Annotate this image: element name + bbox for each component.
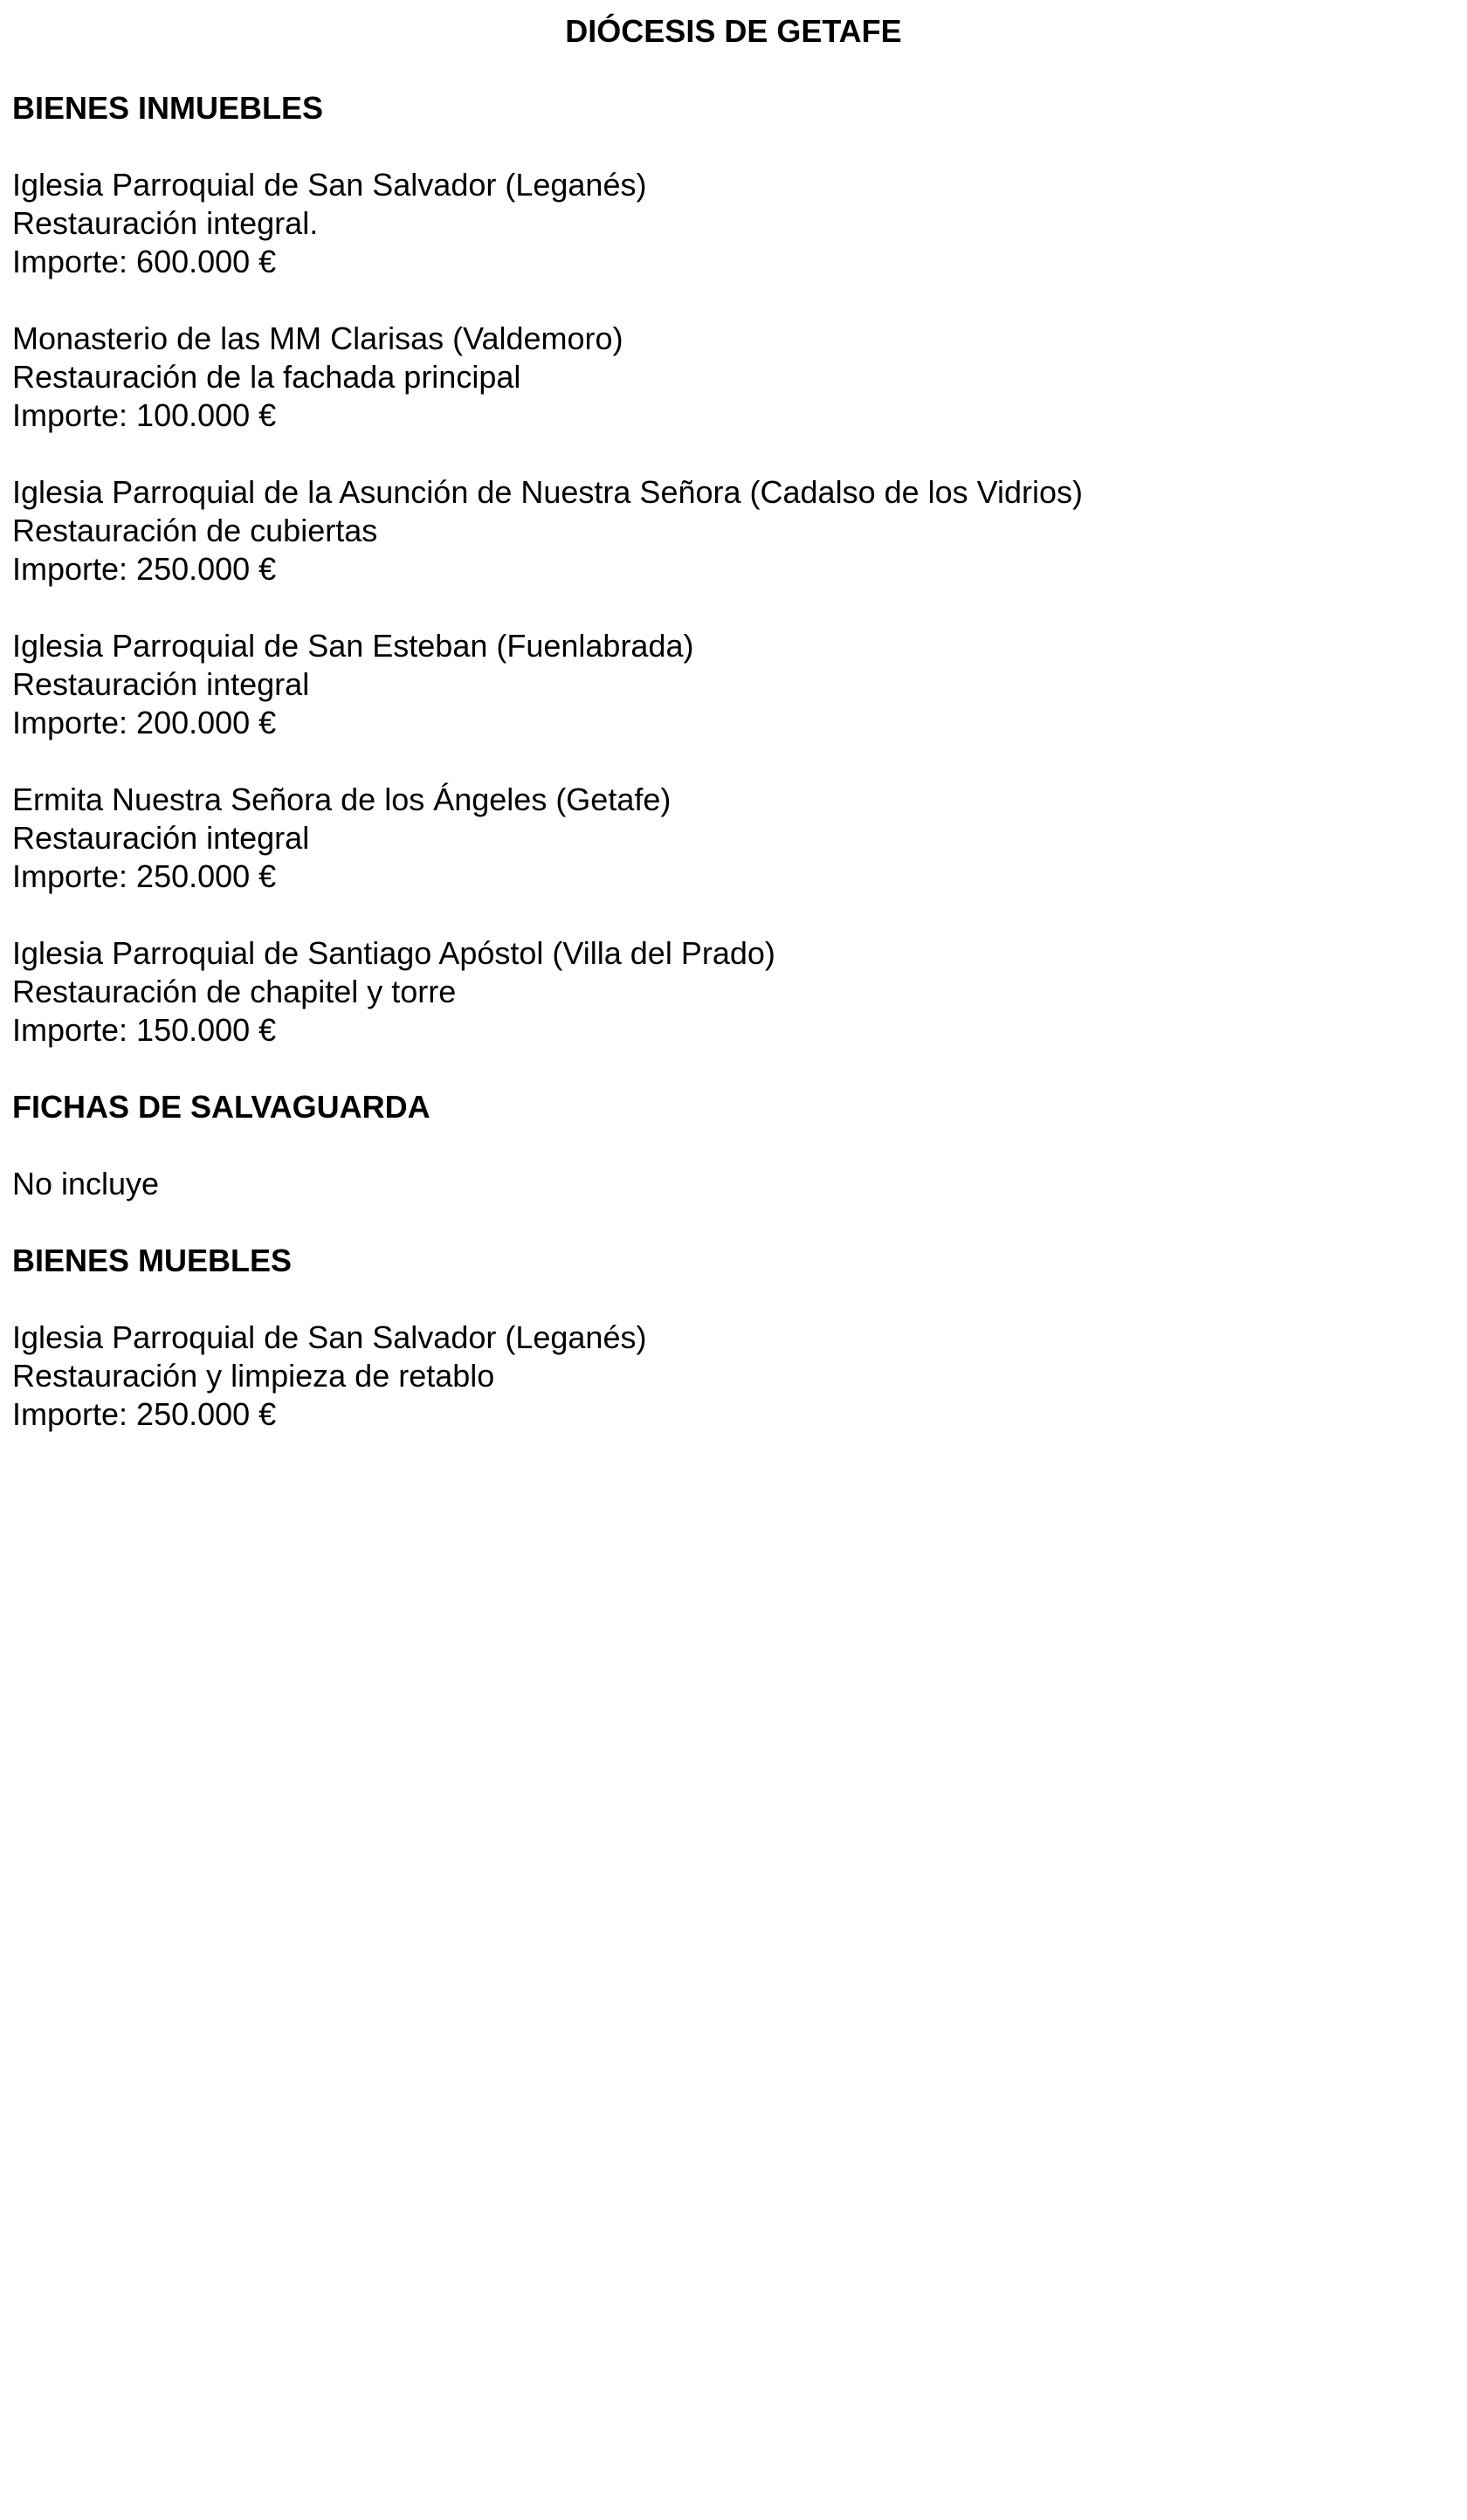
entry-description: Restauración integral	[12, 666, 310, 702]
entry-amount: Importe: 200.000 €	[12, 705, 277, 740]
entry-amount: Importe: 600.000 €	[12, 244, 277, 279]
entry	[12, 166, 1467, 281]
section-heading: BIENES MUEBLES	[12, 1243, 293, 1278]
entry-name: Monasterio de las MM Clarisas (Valdemoro)	[12, 320, 623, 356]
section-note: No incluye	[12, 1166, 160, 1201]
document-page	[0, 12, 1467, 2520]
document-title: DIÓCESIS DE GETAFE	[565, 13, 902, 49]
entry-name: Iglesia Parroquial de San Esteban (Fuenlabrada)	[12, 628, 694, 664]
entry-amount: Importe: 150.000 €	[12, 1012, 277, 1048]
entry-name: Ermita Nuestra Señora de los Ángeles (Getafe)	[12, 781, 672, 817]
entry-description: Restauración integral	[12, 820, 310, 856]
entry-amount: Importe: 250.000 €	[12, 858, 277, 894]
entry	[12, 934, 1467, 1050]
entry-description: Restauración de la fachada principal	[12, 359, 521, 395]
section-heading: FICHAS DE SALVAGUARDA	[12, 1089, 430, 1125]
section-fichas-de-salvaguarda	[12, 1088, 1467, 1203]
entry-name: Iglesia Parroquial de Santiago Apóstol (Villa del Prado)	[12, 935, 775, 971]
entry-amount: Importe: 250.000 €	[12, 551, 277, 587]
entry-amount: Importe: 250.000 €	[12, 1396, 277, 1432]
entry-description: Restauración y limpieza de retablo	[12, 1358, 495, 1394]
entry-name: Iglesia Parroquial de la Asunción de Nuestra Señora (Cadalso de los Vidrios)	[12, 474, 1084, 510]
entry-description: Restauración integral.	[12, 205, 319, 241]
entry-name: Iglesia Parroquial de San Salvador (Leganés)	[12, 1319, 647, 1355]
section-bienes-muebles	[12, 1242, 1467, 1434]
entry	[12, 1319, 1467, 1434]
entry	[12, 320, 1467, 435]
entry-name: Iglesia Parroquial de San Salvador (Leganés)	[12, 167, 647, 203]
entry-amount: Importe: 100.000 €	[12, 397, 277, 433]
entry	[12, 781, 1467, 896]
entry	[12, 627, 1467, 742]
section-heading: BIENES INMUEBLES	[12, 90, 324, 126]
entry-description: Restauración de cubiertas	[12, 513, 378, 548]
entry	[12, 473, 1467, 589]
entry-description: Restauración de chapitel y torre	[12, 974, 457, 1009]
section-bienes-inmuebles	[12, 89, 1467, 1050]
